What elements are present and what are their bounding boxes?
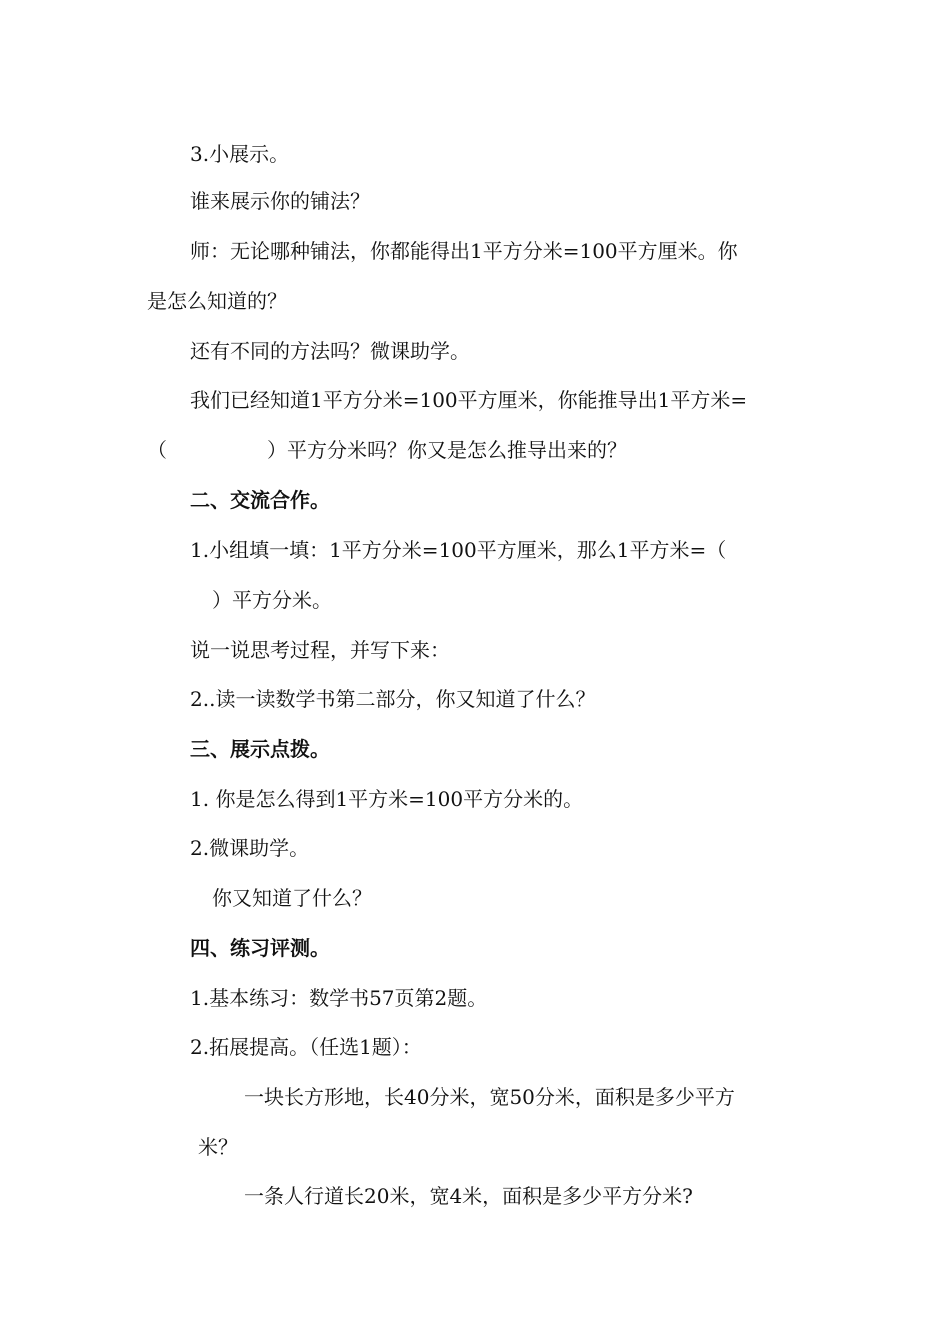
- text-line: ）平方分米。: [212, 588, 332, 612]
- text-line: 米？: [198, 1135, 238, 1159]
- section-heading: 三、展示点拨。: [190, 737, 330, 761]
- text-line: 1. 你是怎么得到1平方米=100平方分米的。: [190, 787, 584, 811]
- text-line: （ ）平方分米吗？你又是怎么推导出来的？: [147, 438, 627, 462]
- text-line: 1.基本练习：数学书57页第2题。: [190, 986, 488, 1010]
- section-heading: 二、交流合作。: [190, 488, 330, 512]
- text-line: 说一说思考过程，并写下来：: [190, 638, 450, 662]
- text-line: 3.小展示。: [190, 142, 290, 166]
- text-line: 你又知道了什么？: [212, 886, 372, 910]
- text-line: 2.拓展提高。（任选1题）：: [190, 1035, 422, 1059]
- text-line: 一块长方形地，长40分米，宽50分米，面积是多少平方: [244, 1085, 735, 1109]
- text-line: 2.微课助学。: [190, 836, 310, 860]
- section-heading: 四、练习评测。: [190, 936, 330, 960]
- text-line: 还有不同的方法吗？微课助学。: [190, 339, 470, 363]
- text-line: 谁来展示你的铺法？: [190, 189, 370, 213]
- text-line: 1.小组填一填：1平方分米=100平方厘米，那么1平方米=（: [190, 538, 727, 562]
- text-line: 是怎么知道的？: [147, 289, 287, 313]
- text-line: 我们已经知道1平方分米=100平方厘米，你能推导出1平方米=: [190, 388, 748, 412]
- text-line: 一条人行道长20米，宽4米，面积是多少平方分米?: [244, 1184, 693, 1208]
- text-line: 师：无论哪种铺法，你都能得出1平方分米=100平方厘米。你: [190, 239, 738, 263]
- text-line: 2..读一读数学书第二部分，你又知道了什么？: [190, 687, 596, 711]
